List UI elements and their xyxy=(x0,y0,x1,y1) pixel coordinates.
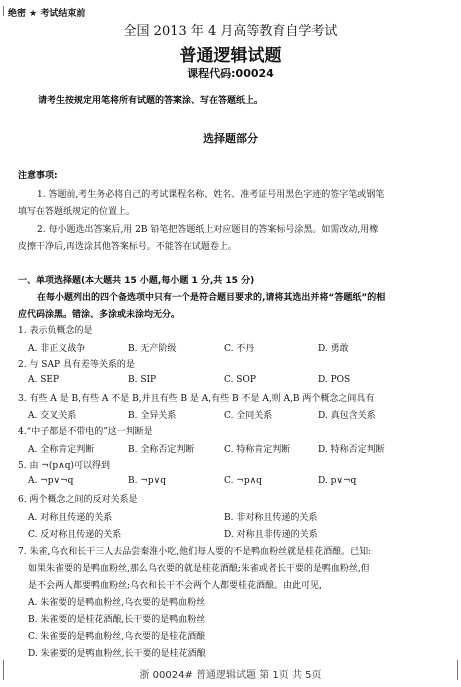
secret-mark: 绝密 ★ 考试结束前 xyxy=(8,9,86,19)
q1-option-b: B. 无产阶级 xyxy=(128,344,177,354)
q6-option-b: B. 非对称且传递的关系 xyxy=(224,513,318,523)
q7-stem-line-2: 如果朱雀要的是鸭血粉丝,那么乌衣要的就是桂花酒酿;朱雀或者长干要的是鸭血粉丝,但 xyxy=(28,564,370,574)
q5-option-b: B. ¬p∨q xyxy=(128,476,166,486)
note-2-line-1: 2. 每小题选出答案后,用 2B 铅笔把答题纸上对应题目的答案标号涂黑。如需改动,用橡 xyxy=(37,225,379,235)
page-footer: 浙 00024# 普通逻辑试题 第 1页 共 5页 xyxy=(139,670,322,681)
q2-stem: 2. 与 SAP 具有差等关系的是 xyxy=(18,360,135,370)
q2-option-d: D. POS xyxy=(318,375,351,385)
q7-option-d: D. 朱雀要的是鸭血粉丝,长干要的是桂花酒酿 xyxy=(28,649,206,659)
q5-option-d: D. p∨¬q xyxy=(318,476,357,486)
q3-option-b: B. 全异关系 xyxy=(128,411,177,421)
q7-stem-line-3: 是不会两人都要鸭血粉丝;乌衣和长干不会两个人都要桂花酒酿。由此可见, xyxy=(28,581,322,591)
q7-option-b: B. 朱雀要的是桂花酒酿,长干要的是鸭血粉丝 xyxy=(28,615,206,625)
q3-option-d: D. 真包含关系 xyxy=(318,411,376,421)
part-one-desc-line-1: 在每小题列出的四个备选项中只有一个是符合题目要求的,请将其选出并将“答题纸”的相 xyxy=(37,293,386,303)
q1-stem: 1. 表示负概念的是 xyxy=(18,326,93,336)
course-code: 课程代码:00024 xyxy=(187,67,274,80)
q1-option-a: A. 非正义战争 xyxy=(28,344,86,354)
q4-option-b: B. 全称否定判断 xyxy=(128,445,195,455)
q4-stem: 4.“中子都是不带电的”这一判断是 xyxy=(18,427,153,437)
q7-stem-line-1: 7. 朱雀,乌衣和长干三人去品尝秦淮小吃,他们每人要的不是鸭血粉丝就是桂花酒酿。已知: xyxy=(18,547,372,557)
q7-option-c: C. 朱雀要的是鸭血粉丝,乌衣要的是桂花酒酿 xyxy=(28,632,206,642)
notes-heading: 注意事项: xyxy=(18,171,58,181)
q4-option-d: D. 特称否定判断 xyxy=(318,445,385,455)
exam-name: 全国 2013 年 4 月高等教育自学考试 xyxy=(123,24,338,39)
instruction: 请考生按规定用笔将所有试题的答案涂、写在答题纸上。 xyxy=(38,96,264,106)
q2-option-a: A. SEP xyxy=(28,375,60,385)
q1-option-c: C. 不丹 xyxy=(224,344,255,354)
q5-option-a: A. ¬p∨¬q xyxy=(28,476,74,486)
crop-mark-top-left-v xyxy=(3,6,4,16)
q4-option-a: A. 全称肯定判断 xyxy=(28,445,95,455)
part-one-heading: 一、单项选择题(本大题共 15 小题,每小题 1 分,共 15 分) xyxy=(18,276,255,286)
q6-option-d: D. 对称且非传递的关系 xyxy=(224,530,318,540)
q3-option-c: C. 全同关系 xyxy=(224,411,273,421)
q2-option-c: C. SOP xyxy=(224,375,256,385)
subject-title: 普通逻辑试题 xyxy=(179,46,282,66)
q2-option-b: B. SIP xyxy=(128,375,157,385)
q6-option-c: C. 反对称且传递的关系 xyxy=(28,530,122,540)
q6-option-a: A. 对称且传递的关系 xyxy=(28,513,113,523)
q6-stem: 6. 两个概念之间的反对关系是 xyxy=(18,495,138,505)
section-title: 选择题部分 xyxy=(203,132,258,145)
q5-stem: 5. 由 ¬(p∧q)可以得到 xyxy=(18,461,110,471)
note-1-line-1: 1. 答题前,考生务必将自己的考试课程名称、姓名、准考证号用黑色字迹的签字笔或钢笔 xyxy=(37,190,385,200)
q3-stem: 3. 有些 A 是 B,有些 A 不是 B,并且有些 B 是 A,有些 B 不是 A,则 A,B 两个概念之间具有 xyxy=(18,394,375,404)
note-2-line-2: 皮擦干净后,再选涂其他答案标号。不能答在试题卷上。 xyxy=(18,242,237,252)
q4-option-c: C. 特称肯定判断 xyxy=(224,445,291,455)
q3-option-a: A. 交叉关系 xyxy=(28,411,77,421)
q7-option-a: A. 朱雀要的是鸭血粉丝,乌衣要的是鸭血粉丝 xyxy=(28,598,206,608)
note-1-line-2: 填写在答题纸规定的位置上。 xyxy=(18,207,136,217)
q5-option-c: C. ¬p∧q xyxy=(224,476,262,486)
q1-option-d: D. 勇敢 xyxy=(318,344,349,354)
part-one-desc-line-2: 应代码涂黑。错涂、多涂或未涂均无分。 xyxy=(18,310,181,320)
